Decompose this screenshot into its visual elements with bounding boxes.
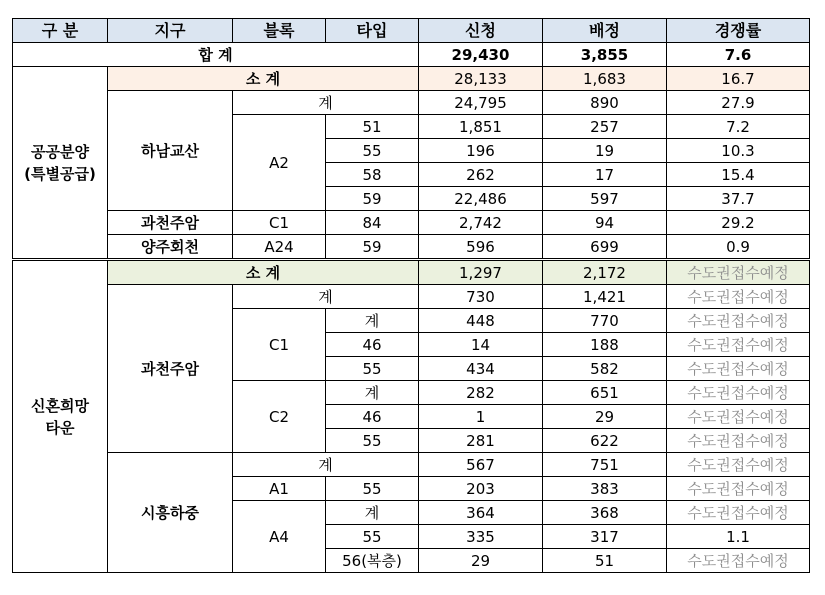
header-type: 타입 <box>326 19 419 43</box>
c1-apply: 448 <box>419 309 543 333</box>
c2-assign: 622 <box>543 429 667 453</box>
total-row <box>13 43 810 67</box>
c2-ratio: 수도권접수예정 <box>667 405 810 429</box>
siheung-gye-row <box>13 453 810 477</box>
hanam-ratio: 7.2 <box>667 115 810 139</box>
header-row <box>13 19 810 43</box>
newlywed-category <box>13 260 108 573</box>
header-apply: 신청 <box>419 19 543 43</box>
hanam-ratio: 37.7 <box>667 187 810 211</box>
public-category-line1: 공공분양 <box>31 142 89 161</box>
public-subtotal-assign: 1,683 <box>543 67 667 91</box>
yangju-row <box>13 235 810 260</box>
hanam-district: 하남교산 <box>108 91 233 211</box>
a4-ratio: 1.1 <box>667 525 810 549</box>
hanam-type: 55 <box>326 139 419 163</box>
header-block: 블록 <box>233 19 326 43</box>
a4-type: 계 <box>326 501 419 525</box>
header-ratio: 경쟁률 <box>667 19 810 43</box>
newlywed-subtotal-label: 소 계 <box>108 260 419 285</box>
hanam-ratio: 10.3 <box>667 139 810 163</box>
gwacheon-public-assign: 94 <box>543 211 667 235</box>
newlywed-subtotal-row <box>13 260 810 285</box>
hanam-apply: 196 <box>419 139 543 163</box>
header-district: 지구 <box>108 19 233 43</box>
public-subtotal-ratio: 16.7 <box>667 67 810 91</box>
hanam-type: 58 <box>326 163 419 187</box>
hanam-block: A2 <box>233 115 326 211</box>
hanam-gye-assign: 890 <box>543 91 667 115</box>
gwacheon-gye-assign: 1,421 <box>543 285 667 309</box>
newlywed-subtotal-apply: 1,297 <box>419 260 543 285</box>
a4-assign: 368 <box>543 501 667 525</box>
c2-type: 계 <box>326 381 419 405</box>
c2-block: C2 <box>233 381 326 453</box>
newlywed-subtotal-assign: 2,172 <box>543 260 667 285</box>
c2-assign: 29 <box>543 405 667 429</box>
c2-assign: 651 <box>543 381 667 405</box>
c2-ratio: 수도권접수예정 <box>667 429 810 453</box>
hanam-ratio: 15.4 <box>667 163 810 187</box>
public-category-line2: (특별공급) <box>24 164 96 183</box>
a1-ratio: 수도권접수예정 <box>667 477 810 501</box>
a1-apply: 203 <box>419 477 543 501</box>
a4-apply: 335 <box>419 525 543 549</box>
header-category: 구 분 <box>13 19 108 43</box>
c2-apply: 282 <box>419 381 543 405</box>
hanam-apply: 262 <box>419 163 543 187</box>
gwacheon-gye-ratio: 수도권접수예정 <box>667 285 810 309</box>
hanam-apply: 1,851 <box>419 115 543 139</box>
newlywed-category-line2: 타운 <box>45 418 75 437</box>
hanam-assign: 597 <box>543 187 667 211</box>
gwacheon-gye-apply: 730 <box>419 285 543 309</box>
yangju-assign: 699 <box>543 235 667 260</box>
c1-assign: 770 <box>543 309 667 333</box>
hanam-type: 59 <box>326 187 419 211</box>
a1-type: 55 <box>326 477 419 501</box>
siheung-district: 시흥하중 <box>108 453 233 573</box>
gwacheon-public-row <box>13 211 810 235</box>
yangju-ratio: 0.9 <box>667 235 810 260</box>
hanam-assign: 19 <box>543 139 667 163</box>
a1-block: A1 <box>233 477 326 501</box>
a4-apply: 29 <box>419 549 543 573</box>
siheung-gye-ratio: 수도권접수예정 <box>667 453 810 477</box>
c1-block: C1 <box>233 309 326 381</box>
hanam-apply: 22,486 <box>419 187 543 211</box>
public-subtotal-row <box>13 67 810 91</box>
c1-type: 46 <box>326 333 419 357</box>
yangju-district: 양주회천 <box>108 235 233 260</box>
hanam-assign: 17 <box>543 163 667 187</box>
total-ratio: 7.6 <box>667 43 810 67</box>
c2-ratio: 수도권접수예정 <box>667 381 810 405</box>
public-subtotal-apply: 28,133 <box>419 67 543 91</box>
c1-type: 계 <box>326 309 419 333</box>
gwacheon-public-block: C1 <box>233 211 326 235</box>
c1-ratio: 수도권접수예정 <box>667 309 810 333</box>
total-apply: 29,430 <box>419 43 543 67</box>
gwacheon-public-apply: 2,742 <box>419 211 543 235</box>
c2-apply: 1 <box>419 405 543 429</box>
a4-apply: 364 <box>419 501 543 525</box>
a4-ratio: 수도권접수예정 <box>667 549 810 573</box>
public-subtotal-label: 소 계 <box>108 67 419 91</box>
c1-apply: 434 <box>419 357 543 381</box>
siheung-gye-assign: 751 <box>543 453 667 477</box>
c1-assign: 582 <box>543 357 667 381</box>
c2-type: 46 <box>326 405 419 429</box>
yangju-type: 59 <box>326 235 419 260</box>
hanam-gye-label: 계 <box>233 91 419 115</box>
c1-type: 55 <box>326 357 419 381</box>
siheung-gye-apply: 567 <box>419 453 543 477</box>
application-results-table <box>12 18 810 573</box>
a4-type: 55 <box>326 525 419 549</box>
hanam-gye-apply: 24,795 <box>419 91 543 115</box>
a4-assign: 317 <box>543 525 667 549</box>
total-assign: 3,855 <box>543 43 667 67</box>
gwacheon-newlywed-district: 과천주암 <box>108 285 233 453</box>
c2-apply: 281 <box>419 429 543 453</box>
c1-ratio: 수도권접수예정 <box>667 357 810 381</box>
hanam-type: 51 <box>326 115 419 139</box>
a4-assign: 51 <box>543 549 667 573</box>
hanam-gye-row <box>13 91 810 115</box>
gwacheon-gye-label: 계 <box>233 285 419 309</box>
c2-type: 55 <box>326 429 419 453</box>
yangju-block: A24 <box>233 235 326 260</box>
newlywed-category-line1: 신혼희망 <box>31 396 89 415</box>
newlywed-subtotal-ratio: 수도권접수예정 <box>667 260 810 285</box>
public-category <box>13 67 108 260</box>
yangju-apply: 596 <box>419 235 543 260</box>
c1-ratio: 수도권접수예정 <box>667 333 810 357</box>
gwacheon-public-type: 84 <box>326 211 419 235</box>
total-label: 합 계 <box>13 43 419 67</box>
gwacheon-gye-row <box>13 285 810 309</box>
gwacheon-public-district: 과천주암 <box>108 211 233 235</box>
hanam-assign: 257 <box>543 115 667 139</box>
gwacheon-public-ratio: 29.2 <box>667 211 810 235</box>
a4-ratio: 수도권접수예정 <box>667 501 810 525</box>
hanam-gye-ratio: 27.9 <box>667 91 810 115</box>
header-assign: 배정 <box>543 19 667 43</box>
c1-assign: 188 <box>543 333 667 357</box>
siheung-gye-label: 계 <box>233 453 419 477</box>
a1-assign: 383 <box>543 477 667 501</box>
a4-type: 56(복층) <box>326 549 419 573</box>
c1-apply: 14 <box>419 333 543 357</box>
a4-block: A4 <box>233 501 326 573</box>
